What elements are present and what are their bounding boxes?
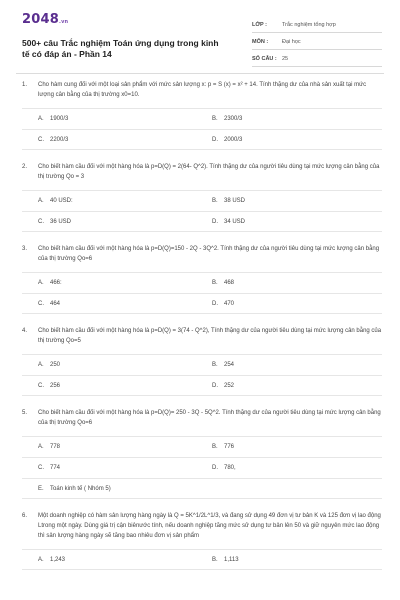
question-item — [22, 408, 382, 499]
question-text: Cho biết hàm cầu đối với một hàng hóa là p=D(Q)= 250 - 3Q - 5Q^2. Tính thặng dư của người tiêu dùng tại mức lượng cân bằng của thị trường Qo=6 — [38, 410, 381, 426]
logo-text: 2048 — [22, 12, 59, 27]
answer-option[interactable]: C. 36 USD — [38, 219, 72, 225]
answer-options — [22, 190, 382, 232]
answer-option[interactable]: A. 466: — [38, 280, 62, 286]
answer-option[interactable]: B. 1,113 — [212, 557, 239, 563]
answer-option[interactable]: A. 1900/3 — [38, 116, 69, 122]
option-row — [22, 375, 382, 396]
question-number: 2. — [22, 164, 28, 170]
document-header — [22, 12, 382, 78]
meta-row-count — [252, 50, 382, 67]
answer-option[interactable]: B. 38 USD — [212, 198, 246, 204]
meta-info — [252, 16, 382, 67]
option-row — [22, 457, 382, 478]
question-text: Cho biết hàm cầu đối với một hàng hóa là p=D(Q) = 2(64- Q^2). Tính thặng dư của người tiêu dùng tại mức lượng cân bằng của thị trường Qo = 3 — [38, 164, 380, 180]
answer-option[interactable]: A. 778 — [38, 444, 61, 450]
option-row — [22, 478, 382, 499]
meta-row-class — [252, 16, 382, 33]
site-logo[interactable] — [22, 12, 68, 27]
answer-option[interactable]: B. 2300/3 — [212, 116, 243, 122]
question-item — [22, 326, 382, 396]
meta-row-subject — [252, 33, 382, 50]
question-text: Cho biết hàm cầu đối với một hàng hóa là p=D(Q) = 3(74 - Q^2), Tính thặng dư của người tiêu dùng tại mức lượng cân bằng của thị trường Qo=5 — [38, 328, 382, 344]
question-text: Một doanh nghiệp có hàm sản lượng hàng ngày là Q = 5K^1/2L^1/3, và đang sử dụng 49 đơn vị tư bản K và 125 đơn vị lao động Ltrong một ngày. Dùng giá trị cận biênước tính, nếu doanh nghiệp tăng mức sử dụng tư bản lên 50 và giữ nguyên mức lao động thì sản lượng hàng ngày sẽ tăng bao nhiêu đơn vị sản phẩm — [38, 513, 381, 539]
question-list — [22, 80, 382, 570]
option-row — [22, 354, 382, 375]
question-number: 1. — [22, 82, 28, 88]
meta-label: SỐ CÂU : — [252, 56, 277, 62]
answer-option[interactable]: B. 468 — [212, 280, 235, 286]
answer-option[interactable]: C. 774 — [38, 465, 61, 471]
document-title: 500+ câu Trắc nghiệm Toán ứng dụng trong kinh tế có đáp án - Phần 14 — [22, 38, 219, 59]
answer-option[interactable]: E. Toán kinh tế ( Nhóm 5) — [38, 486, 111, 492]
answer-options — [22, 549, 382, 570]
question-stem — [22, 408, 382, 428]
question-stem — [22, 162, 382, 182]
answer-option[interactable]: A. 40 USD: — [38, 198, 73, 204]
question-number: 3. — [22, 246, 28, 252]
answer-options — [22, 272, 382, 314]
question-text: Cho hàm cung đối với một loại sản phẩm với mức sản lượng x: p = S (x) = x² + 14. Tính thặng dư của nhà sản xuất tại mức lượng cân bằng của thị trường x0=10. — [38, 82, 367, 98]
question-number: 5. — [22, 410, 28, 416]
option-row — [22, 190, 382, 211]
answer-option[interactable]: D. 2000/3 — [212, 137, 243, 143]
answer-option[interactable]: A. 250 — [38, 362, 61, 368]
question-stem — [22, 80, 382, 100]
answer-option[interactable]: D. 34 USD — [212, 219, 246, 225]
option-row — [22, 129, 382, 150]
answer-option[interactable]: B. 254 — [212, 362, 235, 368]
question-item — [22, 244, 382, 314]
meta-label: LỚP : — [252, 22, 267, 28]
question-stem — [22, 326, 382, 346]
answer-option[interactable]: C. 256 — [38, 383, 61, 389]
meta-label: MÔN : — [252, 39, 269, 45]
question-item — [22, 162, 382, 232]
answer-options — [22, 436, 382, 499]
meta-value: Đại học — [282, 39, 301, 45]
question-number: 6. — [22, 513, 28, 519]
answer-option[interactable]: D. 470 — [212, 301, 235, 307]
question-number: 4. — [22, 328, 28, 334]
answer-option[interactable]: D. 780, — [212, 465, 236, 471]
answer-option[interactable]: A. 1,243 — [38, 557, 66, 563]
question-stem — [22, 244, 382, 264]
meta-value: 25 — [282, 56, 289, 62]
question-text: Cho biết hàm cầu đối với một hàng hóa là p=D(Q)=150 - 2Q - 3Q^2. Tính thặng dư của người tiêu dùng tại mức lượng cân bằng của thị trường Qo=6 — [38, 246, 380, 262]
question-item — [22, 80, 382, 150]
answer-option[interactable]: C. 464 — [38, 301, 61, 307]
option-row — [22, 549, 382, 570]
meta-value: Trắc nghiệm tổng hợp — [282, 22, 336, 28]
option-row — [22, 293, 382, 314]
answer-options — [22, 108, 382, 150]
answer-option[interactable]: C. 2200/3 — [38, 137, 69, 143]
question-stem — [22, 511, 382, 541]
answer-option[interactable]: D. 252 — [212, 383, 235, 389]
answer-options — [22, 354, 382, 396]
option-row — [22, 108, 382, 129]
option-row — [22, 436, 382, 457]
header-divider — [16, 73, 384, 74]
option-row — [22, 211, 382, 232]
question-item — [22, 511, 382, 570]
option-row — [22, 272, 382, 293]
answer-option[interactable]: B. 776 — [212, 444, 235, 450]
logo-suffix: .vn — [58, 19, 69, 25]
